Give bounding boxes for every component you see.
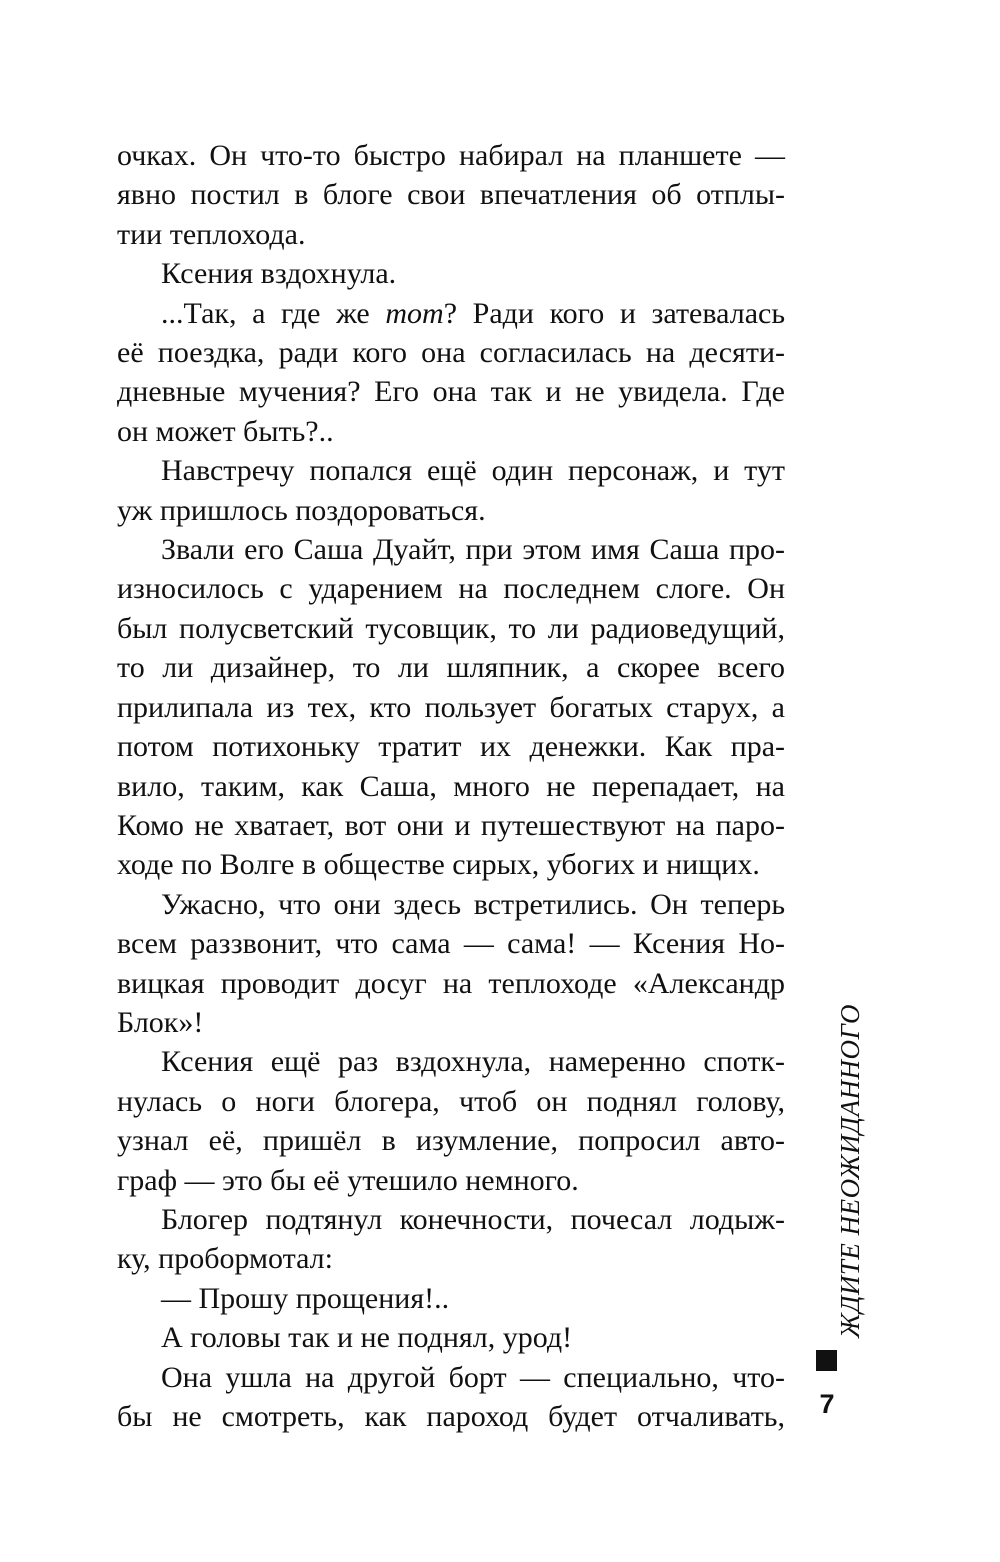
text-line: уж пришлось поздороваться. — [117, 493, 486, 527]
text-run: ...Так, а где же — [161, 296, 386, 330]
text-line: тии теплохода. — [117, 217, 306, 251]
text-line: вило, таким, как Саша, много не перепадает, на — [117, 769, 785, 803]
text-line: граф — это бы её утешило немного. — [117, 1163, 579, 1197]
text-line: очках. Он что-то быстро набирал на планшете — — [117, 139, 785, 172]
text-line: он может быть?.. — [117, 414, 334, 448]
text-line: Блогер подтянул конечности, почесал лодыж- — [161, 1202, 785, 1236]
folio-square-icon — [816, 1350, 837, 1371]
text-line: прилипала из тех, кто пользует богатых старух, а — [117, 690, 785, 724]
text-line: всем раззвонит, что сама — сама! — Ксения Но- — [117, 927, 785, 961]
text-line: Она ушла на другой борт — специально, что- — [161, 1360, 785, 1394]
text-line: нулась о ноги блогера, чтоб он поднял голову, — [117, 1084, 785, 1118]
italic-text: тот — [385, 296, 444, 330]
text-line: Навстречу попался ещё один персонаж, и тут — [161, 454, 785, 488]
page-number: 7 — [819, 1389, 835, 1419]
text-line: вицкая проводит досуг на теплоходе «Александр — [117, 966, 785, 1000]
text-line — [117, 294, 785, 333]
text-line: Ксения вздохнула. — [161, 257, 397, 291]
running-head: ЖДИТЕ НЕОЖИДАННОГО — [835, 1003, 865, 1338]
text-line: Блок»! — [117, 1005, 204, 1039]
text-line: ходе по Волге в обществе сирых, убогих и нищих. — [117, 848, 760, 882]
text-line: был полусветский тусовщик, то ли радиоведущий, — [117, 611, 785, 645]
text-line: её поездка, ради кого она согласилась на десяти- — [117, 336, 785, 370]
text-run: ? Ради кого и затевалась — [443, 296, 786, 330]
text-line: то ли дизайнер, то ли шляпник, а скорее всего — [117, 651, 785, 685]
text-line: бы не смотреть, как пароход будет отчаливать, — [117, 1400, 785, 1433]
text-line: А головы так и не поднял, урод! — [161, 1321, 573, 1355]
text-line: — Прошу прощения!.. — [161, 1281, 450, 1315]
text-line: Ужасно, что они здесь встретились. Он теперь — [161, 887, 785, 921]
text-line: узнал её, пришёл в изумление, попросил авто- — [117, 1124, 785, 1158]
text-line: Комо не хватает, вот они и путешествуют на паро- — [117, 808, 785, 842]
text-line: Ксения ещё раз вздохнула, намеренно спотк- — [161, 1045, 785, 1079]
body-text — [117, 136, 785, 1436]
text-line: потом потихоньку тратит их денежки. Как пра- — [117, 730, 785, 764]
text-line: ку, пробормотал: — [117, 1242, 333, 1276]
text-line: износилось с ударением на последнем слоге. Он — [117, 572, 785, 606]
text-line: явно постил в блоге свои впечатления об отплы- — [117, 178, 785, 212]
text-line: Звали его Саша Дуайт, при этом имя Саша про- — [161, 533, 785, 567]
text-line: дневные мучения? Его она так и не увидела. Где — [117, 375, 785, 409]
